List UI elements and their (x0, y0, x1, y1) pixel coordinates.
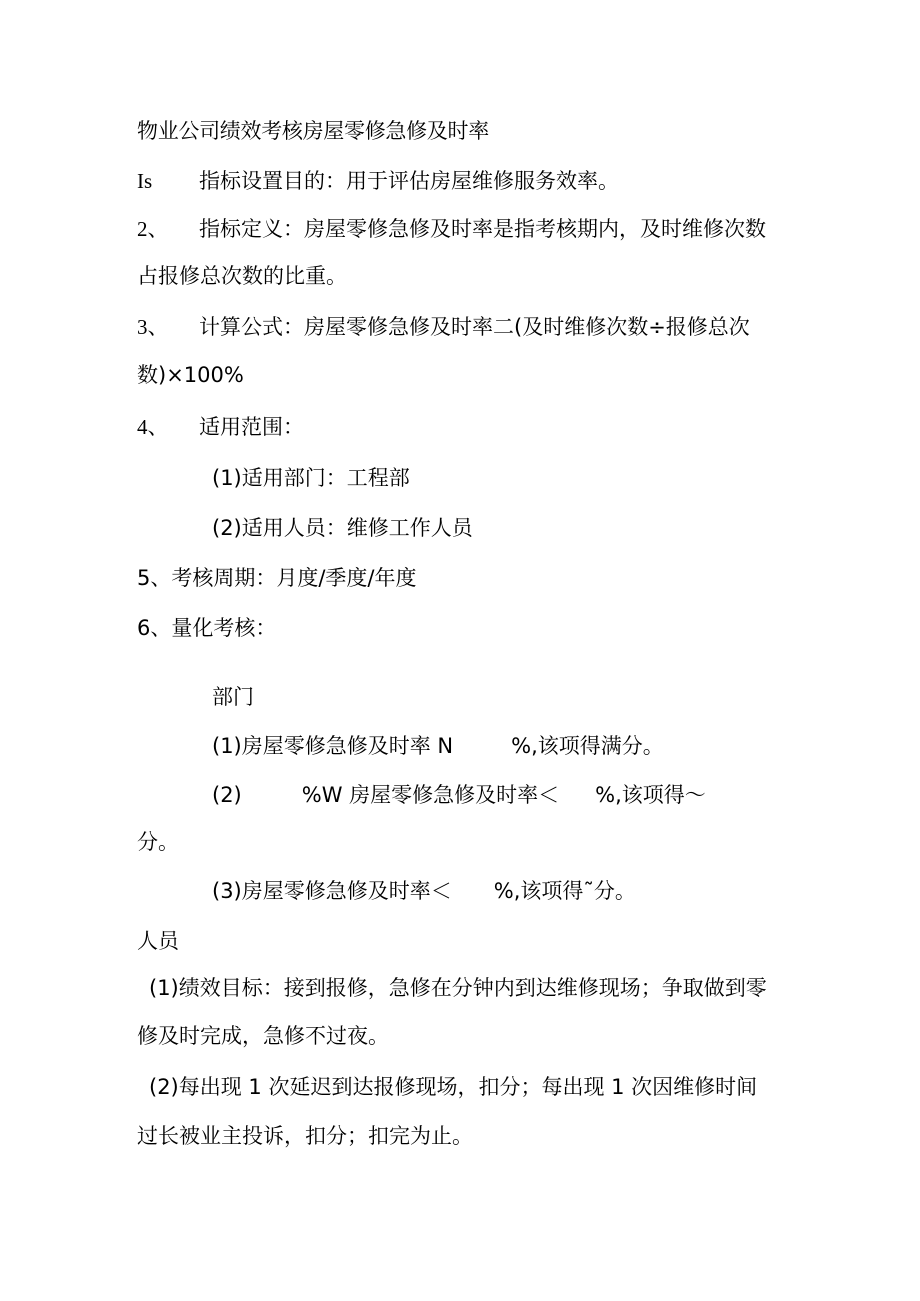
item-number: 3、 (137, 315, 169, 339)
item-4 (137, 412, 304, 442)
item-number: Is (137, 169, 153, 193)
item-text: 指标设置目的：用于评估房屋维修服务效率。 (199, 169, 619, 193)
item-3-continuation: 数)×100% (137, 363, 244, 387)
scope-department: (1)适用部门：工程部 (212, 466, 410, 490)
item-text: 适用范围： (199, 415, 304, 439)
department-rule-2 (212, 780, 706, 810)
staff-paragraph-1: (1)绩效目标：接到报修，急修在分钟内到达维修现场；争取做到零 (149, 976, 767, 1000)
department-heading: 部门 (212, 685, 254, 709)
item-2 (137, 214, 766, 244)
item-number: 2、 (137, 217, 169, 241)
staff-paragraph-2: (2)每出现 1 次延迟到达报修现场，扣分；每出现 1 次因维修时间 (149, 1075, 758, 1099)
item-2-continuation: 占报修总次数的比重。 (137, 264, 347, 288)
staff-paragraph-2-continuation: 过长被业主投诉，扣分；扣完为止。 (137, 1124, 473, 1148)
department-rule-2-continuation: 分。 (137, 830, 179, 854)
rule-text: (3)房屋零修急修及时率＜ (212, 879, 452, 903)
document-title: 物业公司绩效考核房屋零修急修及时率 (137, 119, 489, 143)
rule-text: %W 房屋零修急修及时率＜ (301, 783, 560, 807)
rule-text: (1)房屋零修急修及时率 N (212, 734, 454, 758)
scope-staff: (2)适用人员：维修工作人员 (212, 516, 473, 540)
item-number: 4、 (137, 415, 169, 439)
rule-text: %,该项得˜分。 (493, 879, 636, 903)
item-text: 计算公式：房屋零修急修及时率二(及时维修次数÷报修总次 (199, 315, 750, 339)
department-rule-3 (212, 876, 636, 906)
item-3 (137, 312, 750, 342)
assessment-cycle: 5、考核周期：月度/季度/年度 (137, 566, 417, 590)
rule-text: (2) (212, 783, 242, 807)
staff-paragraph-1-continuation: 修及时完成，急修不过夜。 (137, 1024, 389, 1048)
rule-text: %,该项得～ (595, 783, 706, 807)
item-text: 指标定义：房屋零修急修及时率是指考核期内，及时维修次数 (199, 217, 766, 241)
department-rule-1 (212, 731, 664, 761)
staff-heading: 人员 (137, 929, 179, 953)
item-1 (137, 166, 619, 196)
quantitative-assessment: 6、量化考核： (137, 616, 277, 640)
rule-text: %,该项得满分。 (511, 734, 664, 758)
